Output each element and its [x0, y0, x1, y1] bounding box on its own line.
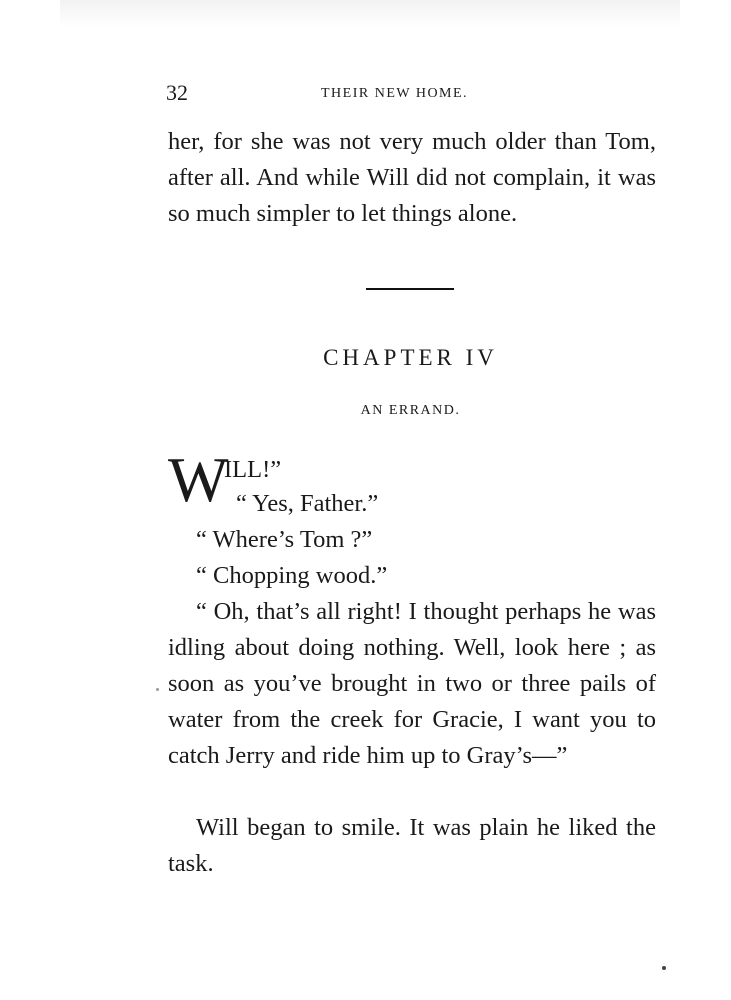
- chapter-title: CHAPTER IV: [323, 345, 498, 370]
- drop-cap: W: [168, 444, 229, 515]
- dialog-line: “ Yes, Father.”: [236, 490, 379, 517]
- ink-speck: [156, 688, 159, 691]
- closing-paragraph: Will began to smile. It was plain he liked the task.: [168, 814, 656, 877]
- opening-word: ILL!”: [224, 456, 282, 483]
- dialog-line: “ Chopping wood.”: [196, 562, 388, 589]
- scan-smudge: [60, 0, 680, 28]
- ink-speck: [662, 966, 666, 970]
- body-paragraph: “ Oh, that’s all right! I thought perhaps he was idling about doing nothing. Well, look here ; as soon as you’ve brought in two or three pails of water from the creek for Gracie, I want you to catch Jerry and ride him up to Gray’s—”: [168, 598, 656, 769]
- page-number: 32: [166, 80, 188, 105]
- running-head: THEIR NEW HOME.: [321, 86, 469, 101]
- dialog-line: “ Where’s Tom ?”: [196, 526, 373, 553]
- page-header: [166, 80, 656, 110]
- chapter-subtitle: AN ERRAND.: [360, 403, 461, 418]
- section-divider: [366, 288, 454, 290]
- continuation-paragraph: her, for she was not very much older than Tom, after all. And while Will did not complain, it was so much simpler to let things alone.: [168, 128, 656, 227]
